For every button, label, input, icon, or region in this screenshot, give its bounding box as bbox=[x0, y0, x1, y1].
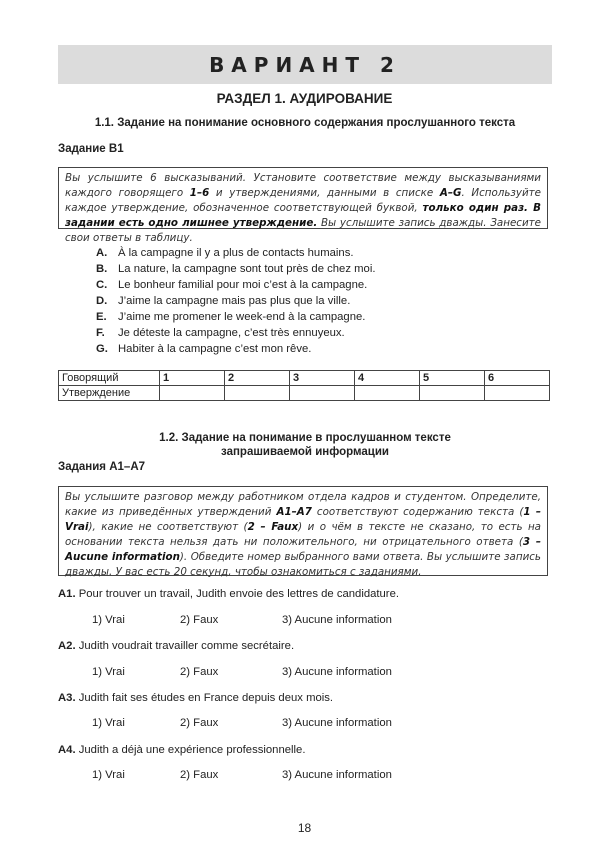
question-text: Judith voudrait travailler comme secrétaire. bbox=[75, 640, 295, 652]
instr-text: и утверждениями, данными в списке bbox=[209, 187, 440, 199]
task-a-instructions bbox=[58, 486, 548, 576]
option-faux[interactable]: 2) Faux bbox=[180, 666, 219, 678]
task-a1-a7-label: Задания A1–A7 bbox=[58, 461, 146, 473]
instr-bold: 3 – Aucune information bbox=[65, 536, 541, 563]
task-b1-instructions bbox=[58, 167, 548, 244]
part1-heading: 1.1. Задание на понимание основного содержания прослушанного текста bbox=[94, 117, 516, 129]
instr-bold: 2 – Faux bbox=[247, 521, 299, 533]
statement-letter: B. bbox=[96, 263, 108, 275]
instr-bold: A–G bbox=[439, 187, 462, 199]
question-number: A2. bbox=[58, 640, 76, 652]
statement-letter: D. bbox=[96, 295, 108, 307]
option-faux[interactable]: 2) Faux bbox=[180, 769, 219, 781]
answer-options bbox=[92, 614, 392, 626]
question-a2 bbox=[58, 640, 294, 652]
instr-text: Вы услышите 6 высказываний. Установите соответствие между высказываниями каждого говорящего bbox=[65, 172, 541, 199]
option-vrai[interactable]: 1) Vrai bbox=[92, 769, 125, 781]
section-title: РАЗДЕЛ 1. АУДИРОВАНИЕ bbox=[216, 91, 393, 106]
table-row bbox=[59, 386, 550, 401]
variant-banner bbox=[58, 45, 552, 84]
statement-item bbox=[96, 245, 375, 261]
answer-cell[interactable] bbox=[355, 386, 420, 401]
statement-item bbox=[96, 309, 375, 325]
statement-list bbox=[96, 245, 375, 357]
answer-options bbox=[92, 717, 392, 729]
option-faux[interactable]: 2) Faux bbox=[180, 717, 219, 729]
option-aucune[interactable]: 3) Aucune information bbox=[282, 717, 392, 729]
answer-cell[interactable] bbox=[290, 386, 355, 401]
question-number: A1. bbox=[58, 588, 76, 600]
answer-cell[interactable] bbox=[225, 386, 290, 401]
statement-text: J’aime me promener le week-end à la campagne. bbox=[118, 311, 366, 323]
page-number: 18 bbox=[297, 821, 312, 835]
answer-options bbox=[92, 666, 392, 678]
statement-text: À la campagne il y a plus de contacts humains. bbox=[118, 247, 354, 259]
question-text: Pour trouver un travail, Judith envoie des lettres de candidature. bbox=[75, 588, 399, 600]
statement-text: Le bonheur familial pour moi c’est à la campagne. bbox=[118, 279, 368, 291]
table-row bbox=[59, 371, 550, 386]
statement-item bbox=[96, 261, 375, 277]
option-aucune[interactable]: 3) Aucune information bbox=[282, 769, 392, 781]
option-faux[interactable]: 2) Faux bbox=[180, 614, 219, 626]
statement-letter: C. bbox=[96, 279, 108, 291]
speaker-number: 4 bbox=[355, 371, 420, 386]
answer-cell[interactable] bbox=[160, 386, 225, 401]
option-vrai[interactable]: 1) Vrai bbox=[92, 614, 125, 626]
speaker-number: 5 bbox=[420, 371, 485, 386]
instr-text: ) и о чём в тексте не сказано, то есть на основании текста нельзя дать ни положительного, ни отрицательного ответа ( bbox=[65, 521, 541, 548]
option-aucune[interactable]: 3) Aucune information bbox=[282, 614, 392, 626]
variant-title: ВАРИАНТ 2 bbox=[209, 52, 401, 77]
statement-letter: F. bbox=[96, 327, 105, 339]
statement-item bbox=[96, 341, 375, 357]
instr-text: ). Обведите номер выбранного вами ответа. Вы услышите запись дважды. У вас есть 20 секунд, чтобы ознакомиться с заданиями. bbox=[65, 551, 541, 578]
statement-item bbox=[96, 325, 375, 341]
statement-letter: A. bbox=[96, 247, 108, 259]
task-b1-label: Задание B1 bbox=[58, 143, 124, 155]
question-text: Judith a déjà une expérience professionnelle. bbox=[75, 744, 306, 756]
speaker-number: 1 bbox=[160, 371, 225, 386]
statement-item bbox=[96, 277, 375, 293]
statement-text: La nature, la campagne sont tout près de chez moi. bbox=[118, 263, 376, 275]
instr-bold: A1–A7 bbox=[276, 506, 312, 518]
question-number: A3. bbox=[58, 692, 76, 704]
part2-heading-line1: 1.2. Задание на понимание в прослушанном тексте bbox=[159, 432, 451, 444]
question-a3 bbox=[58, 692, 333, 704]
speaker-number: 2 bbox=[225, 371, 290, 386]
instr-text: . Используйте каждое утверждение, обозначенное соответствующей буквой, bbox=[65, 187, 542, 214]
question-text: Judith fait ses études en France depuis deux mois. bbox=[75, 692, 334, 704]
row-label-statement: Утверждение bbox=[59, 386, 160, 401]
instr-bold: 1–6 bbox=[189, 187, 210, 199]
instr-text: ), какие не соответствуют ( bbox=[88, 521, 248, 533]
instr-bold: 1 – Vrai bbox=[65, 506, 542, 533]
instr-text: Вы услышите запись дважды. Занесите свои ответы в таблицу. bbox=[65, 217, 541, 244]
statement-letter: E. bbox=[96, 311, 107, 323]
answer-cell[interactable] bbox=[420, 386, 485, 401]
instr-text: Вы услышите разговор между работником отдела кадров и студентом. Определите, какие из приведённых утверждений bbox=[65, 491, 541, 518]
part2-heading-line2: запрашиваемой информации bbox=[221, 446, 389, 458]
answer-table bbox=[58, 370, 550, 401]
speaker-number: 6 bbox=[485, 371, 550, 386]
statement-text: Je déteste la campagne, c’est très ennuyeux. bbox=[118, 327, 345, 339]
instr-bold: только один раз. В задании есть одно лишнее утверждение. bbox=[65, 202, 541, 229]
question-number: A4. bbox=[58, 744, 76, 756]
option-aucune[interactable]: 3) Aucune information bbox=[282, 666, 392, 678]
option-vrai[interactable]: 1) Vrai bbox=[92, 717, 125, 729]
statement-text: Habiter à la campagne c’est mon rêve. bbox=[118, 343, 312, 355]
statement-item bbox=[96, 293, 375, 309]
row-label-speaker: Говорящий bbox=[59, 371, 160, 386]
statement-text: J’aime la campagne mais pas plus que la ville. bbox=[118, 295, 351, 307]
statement-letter: G. bbox=[96, 343, 108, 355]
question-a4 bbox=[58, 744, 305, 756]
answer-options bbox=[92, 769, 392, 781]
instr-text: соответствуют содержанию текста ( bbox=[311, 506, 524, 518]
answer-cell[interactable] bbox=[485, 386, 550, 401]
option-vrai[interactable]: 1) Vrai bbox=[92, 666, 125, 678]
question-a1 bbox=[58, 588, 399, 600]
speaker-number: 3 bbox=[290, 371, 355, 386]
